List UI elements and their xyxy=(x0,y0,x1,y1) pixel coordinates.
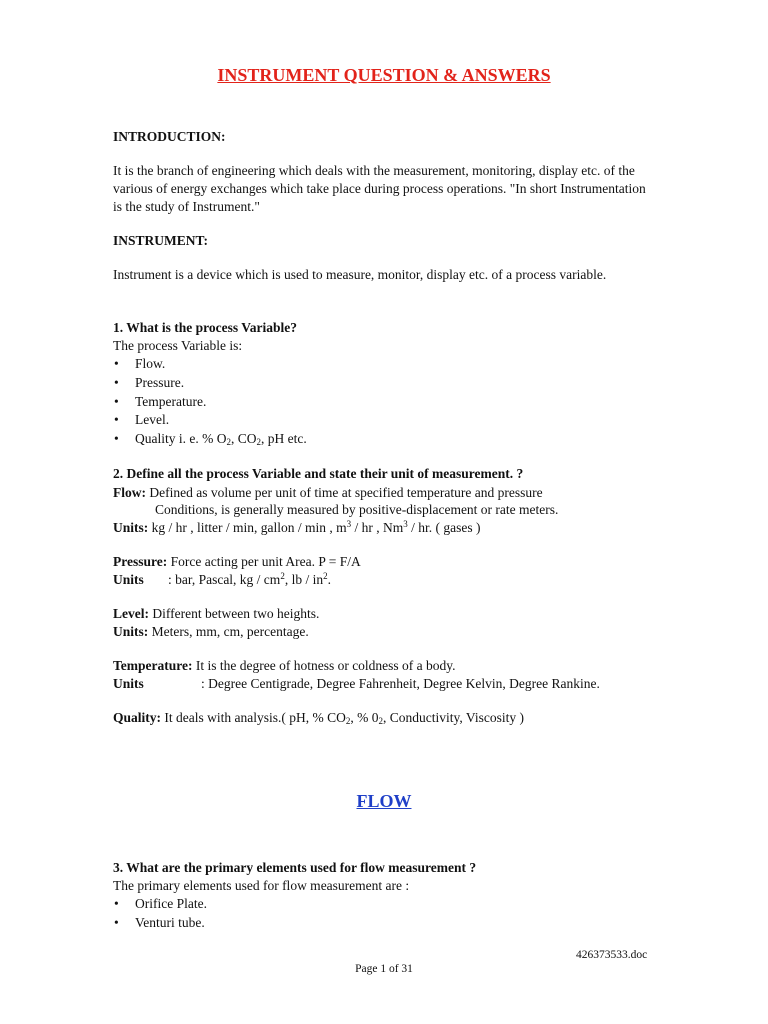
q3-lead: The primary elements used for flow measurement are : xyxy=(113,878,410,893)
list-item-quality xyxy=(113,430,307,449)
quality-label: Quality: xyxy=(113,710,162,725)
pressure-units-text: : bar, Pascal, kg / cm xyxy=(168,572,281,587)
pressure-units-text: , lb / in xyxy=(284,572,324,587)
footer-filename: 426373533.doc xyxy=(576,949,648,961)
flow-section-heading: FLOW xyxy=(356,791,412,811)
level-def: Different between two heights. xyxy=(149,606,320,621)
flow-units-text: / hr. ( gases ) xyxy=(407,520,481,535)
instrument-heading: INSTRUMENT: xyxy=(113,233,209,248)
q1-question: 1. What is the process Variable? xyxy=(113,320,298,335)
temperature-units xyxy=(113,675,600,693)
q3-list xyxy=(113,895,207,933)
temperature-def: It is the degree of hotness or coldness of a body. xyxy=(192,658,456,673)
quality-definition xyxy=(113,709,524,727)
flow-units-text: kg / hr , litter / min, gallon / min , m xyxy=(148,520,347,535)
pressure-definition xyxy=(113,553,361,571)
q2-question: 2. Define all the process Variable and state their unit of measurement. ? xyxy=(113,466,524,481)
superscript: 3 xyxy=(346,519,352,529)
subscript: 2 xyxy=(345,716,351,726)
level-units-label: Units: xyxy=(113,624,149,639)
superscript: 2 xyxy=(323,571,328,581)
superscript: 2 xyxy=(280,571,285,581)
temperature-label: Temperature: xyxy=(113,658,193,673)
subscript: 2 xyxy=(226,437,231,448)
flow-def-line2: Conditions, is generally measured by positive-displacement or rate meters. xyxy=(155,502,559,517)
intro-heading: INTRODUCTION: xyxy=(113,129,226,144)
superscript: 3 xyxy=(403,519,408,529)
q3-question: 3. What are the primary elements used for flow measurement ? xyxy=(113,860,477,875)
q1-list xyxy=(113,355,307,449)
level-label: Level: xyxy=(113,606,149,621)
level-units-text: Meters, mm, cm, percentage. xyxy=(148,624,309,639)
quality-text: , Conductivity, Viscosity ) xyxy=(383,710,524,725)
pressure-label: Pressure: xyxy=(113,554,168,569)
list-item: • Venturi tube. xyxy=(113,914,207,933)
document-title: INSTRUMENT QUESTION & ANSWERS xyxy=(217,65,551,85)
list-item: • Level. xyxy=(113,411,307,430)
list-item: • Pressure. xyxy=(113,374,307,393)
flow-label: Flow: xyxy=(113,485,146,500)
flow-def-line1: Defined as volume per unit of time at specified temperature and pressure xyxy=(146,485,543,500)
subscript: 2 xyxy=(378,716,383,726)
pressure-def: Force acting per unit Area. P = F/A xyxy=(167,554,361,569)
list-item: • Temperature. xyxy=(113,393,307,412)
footer-page-number: Page 1 of 31 xyxy=(355,963,413,975)
list-item: • Flow. xyxy=(113,355,307,374)
subscript: 2 xyxy=(256,437,261,448)
temperature-units-label: Units xyxy=(113,676,144,691)
flow-units-label: Units: xyxy=(113,520,149,535)
quality-text: It deals with analysis.( pH, % CO xyxy=(161,710,346,725)
temperature-definition xyxy=(113,657,456,675)
pressure-units xyxy=(113,571,331,589)
list-item: • Orifice Plate. xyxy=(113,895,207,914)
quality-suffix: , pH etc. xyxy=(261,431,307,447)
q1-lead: The process Variable is: xyxy=(113,338,243,353)
quality-text: , % 0 xyxy=(350,710,379,725)
flow-units xyxy=(113,519,481,537)
instrument-paragraph: Instrument is a device which is used to measure, monitor, display etc. of a process variable. xyxy=(113,267,607,282)
pressure-units-text: . xyxy=(327,572,331,587)
flow-units-text: / hr , Nm xyxy=(351,520,404,535)
flow-definition xyxy=(113,484,543,502)
level-definition xyxy=(113,605,319,623)
quality-prefix: Quality i. e. % O xyxy=(135,431,227,447)
intro-paragraph: It is the branch of engineering which deals with the measurement, monitoring, display etc. of the various of energy exchanges which take place during process operations. "In short Instrumentation is the study of Instrument." xyxy=(113,163,646,214)
quality-mid: , CO xyxy=(230,431,257,447)
level-units xyxy=(113,623,309,641)
temperature-units-text: : Degree Centigrade, Degree Fahrenheit, Degree Kelvin, Degree Rankine. xyxy=(201,676,600,691)
pressure-units-label: Units xyxy=(113,572,144,587)
